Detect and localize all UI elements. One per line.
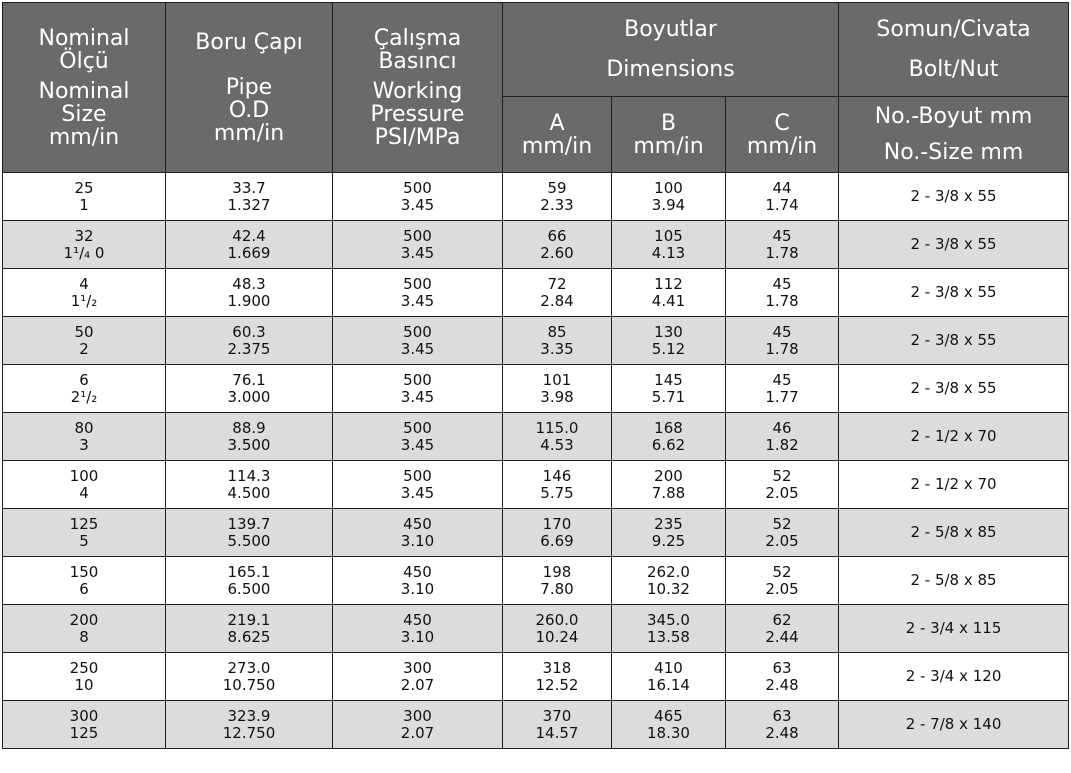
cell-dim-b-value: 130 [654,322,683,341]
table-row [3,365,1069,413]
cell-pipe-od-value: 165.1 [227,562,271,581]
table-row [3,605,1069,653]
header-pressure-en1: Working [372,78,463,104]
cell-dim-c [726,317,839,365]
cell-dim-c-value: 63 [772,706,792,725]
cell-dim-a-value: 3.98 [540,387,574,406]
table-row [3,461,1069,509]
cell-bolt-size: 2 - 3/8 x 55 [839,269,1069,317]
cell-dim-c-value: 52 [772,466,792,485]
cell-pressure [333,461,503,509]
cell-dim-a [503,701,612,749]
cell-dim-c [726,701,839,749]
cell-nominal-size-value: 2¹/₂ [70,387,98,406]
cell-pressure [333,317,503,365]
cell-bolt-size: 2 - 7/8 x 140 [839,701,1069,749]
cell-pressure-value: 450 [403,514,432,533]
cell-dim-b-value: 5.12 [651,339,686,358]
cell-nominal-size [3,701,166,749]
cell-nominal-size [3,317,166,365]
header-dim-a-unit: mm/in [521,133,593,159]
cell-dim-a [503,557,612,605]
cell-dim-c-value: 2.48 [765,675,799,694]
cell-nominal-size-value: 6 [79,579,89,598]
cell-dim-a-value: 72 [547,274,567,293]
cell-dim-b [612,701,726,749]
cell-pipe-od [166,605,333,653]
header-nominal-tr1: Nominal [38,25,130,51]
cell-nominal-size-value: 25 [74,178,94,197]
cell-bolt-size: 2 - 3/8 x 55 [839,365,1069,413]
cell-bolt-size: 2 - 3/4 x 120 [839,653,1069,701]
cell-dim-b-value: 6.62 [651,435,686,454]
cell-pipe-od-value: 3.500 [227,435,271,454]
cell-nominal-size [3,653,166,701]
cell-pressure-value: 300 [403,658,432,677]
cell-pipe-od-value: 114.3 [227,466,271,485]
header-pressure-en3: PSI/MPa [374,124,461,150]
cell-nominal-size-value: 100 [69,466,99,485]
cell-pressure-value: 3.45 [400,291,435,310]
cell-pressure [333,269,503,317]
cell-nominal-size [3,605,166,653]
header-dim-c-unit: mm/in [746,133,818,159]
cell-dim-c-value: 2.48 [765,723,799,742]
cell-pipe-od [166,317,333,365]
cell-dim-a-value: 318 [542,658,572,677]
cell-bolt-size: 2 - 5/8 x 85 [839,509,1069,557]
cell-pipe-od [166,557,333,605]
cell-dim-b-value: 200 [654,466,683,485]
cell-dim-b-value: 145 [654,370,683,389]
cell-dim-c-value: 45 [772,226,792,245]
cell-pressure-value: 3.45 [400,339,435,358]
header-pressure-tr1: Çalışma [373,25,462,51]
cell-pipe-od [166,365,333,413]
cell-dim-b [612,365,726,413]
cell-pipe-od-value: 12.750 [222,723,276,742]
cell-pipe-od-value: 88.9 [232,418,266,437]
cell-pipe-od [166,509,333,557]
cell-nominal-size-value: 5 [79,531,89,550]
cell-dim-a-value: 2.84 [540,291,574,310]
cell-dim-a-value: 2.33 [540,195,574,214]
cell-dim-b-value: 10.32 [647,579,690,598]
cell-dim-a [503,317,612,365]
cell-pressure [333,557,503,605]
header-dim-b-unit: mm/in [633,133,704,159]
table-body [3,173,1069,749]
cell-pipe-od-value: 1.900 [227,291,271,310]
cell-dim-c [726,269,839,317]
cell-nominal-size-value: 50 [74,322,94,341]
cell-dim-a-value: 146 [542,466,572,485]
cell-pipe-od-value: 60.3 [232,322,266,341]
header-pipe-en2: O.D [228,97,270,123]
cell-nominal-size [3,173,166,221]
cell-nominal-size-value: 1¹/₂ [70,291,98,310]
cell-nominal-size [3,461,166,509]
cell-nominal-size [3,557,166,605]
cell-nominal-size-value: 150 [69,562,99,581]
cell-dim-c-value: 1.78 [765,339,799,358]
cell-dim-b-value: 18.30 [647,723,690,742]
cell-dim-a-value: 12.52 [535,675,579,694]
header-dim-a-label: A [549,110,565,136]
table-row [3,509,1069,557]
cell-pipe-od-value: 10.750 [222,675,276,694]
cell-bolt-size: 2 - 3/8 x 55 [839,221,1069,269]
header-bolt-tr: Somun/Civata [876,16,1031,42]
cell-bolt-size: 2 - 3/8 x 55 [839,317,1069,365]
table-row [3,413,1069,461]
cell-dim-b [612,605,726,653]
cell-pipe-od [166,413,333,461]
cell-dim-a [503,173,612,221]
cell-dim-b-value: 105 [654,226,683,245]
cell-pressure-value: 2.07 [400,675,435,694]
cell-pressure-value: 500 [403,274,432,293]
cell-pressure-value: 3.45 [400,243,435,262]
table-row [3,653,1069,701]
cell-nominal-size-value: 8 [79,627,89,646]
header-dim-c [726,97,839,173]
cell-dim-c [726,461,839,509]
cell-pressure-value: 3.45 [400,195,435,214]
cell-dim-c-value: 45 [772,274,792,293]
cell-dim-c-value: 1.74 [765,195,799,214]
cell-pipe-od [166,701,333,749]
cell-pressure-value: 2.07 [400,723,435,742]
cell-pipe-od-value: 33.7 [232,178,266,197]
cell-dim-a-value: 6.69 [540,531,574,550]
header-nominal-en1: Nominal [38,78,130,104]
cell-pressure-value: 3.10 [400,579,435,598]
header-pressure-tr2: Basıncı [378,48,457,74]
cell-pressure-value: 500 [403,178,432,197]
cell-nominal-size-value: 4 [79,483,89,502]
table-row [3,701,1069,749]
cell-dim-a-value: 59 [547,178,567,197]
cell-nominal-size [3,509,166,557]
cell-pressure [333,701,503,749]
cell-dim-c [726,365,839,413]
cell-pipe-od [166,221,333,269]
header-dim-b [612,97,726,173]
cell-dim-b-value: 16.14 [647,675,690,694]
cell-pressure-value: 500 [403,418,432,437]
header-dim-b-label: B [660,110,677,136]
cell-dim-a [503,605,612,653]
header-dimensions-tr: Boyutlar [624,16,717,42]
cell-pressure-value: 500 [403,226,432,245]
cell-bolt-size: 2 - 3/4 x 115 [839,605,1069,653]
cell-dim-a [503,221,612,269]
cell-dim-b [612,653,726,701]
cell-pressure-value: 3.45 [400,483,435,502]
cell-dim-b-value: 112 [654,274,683,293]
cell-pressure [333,413,503,461]
header-dim-a [503,97,612,173]
cell-dim-a [503,461,612,509]
cell-dim-b-value: 235 [654,514,683,533]
cell-pipe-od-value: 1.669 [227,243,271,262]
cell-pipe-od-value: 1.327 [227,195,271,214]
cell-dim-a-value: 370 [542,706,572,725]
cell-dim-a [503,269,612,317]
cell-pipe-od-value: 4.500 [227,483,271,502]
table-row [3,173,1069,221]
cell-nominal-size-value: 200 [69,610,99,629]
cell-dim-a-value: 170 [542,514,572,533]
cell-dim-a-value: 5.75 [540,483,574,502]
cell-dim-b [612,509,726,557]
cell-dim-b-value: 465 [654,706,683,725]
cell-dim-c [726,413,839,461]
header-dimensions [503,3,839,97]
cell-dim-c-value: 2.44 [765,627,799,646]
cell-pipe-od-value: 76.1 [232,370,266,389]
cell-pipe-od-value: 139.7 [227,514,271,533]
cell-pipe-od-value: 8.625 [227,627,271,646]
cell-pressure-value: 500 [403,466,432,485]
cell-dim-b-value: 410 [654,658,683,677]
cell-dim-a [503,365,612,413]
cell-pipe-od-value: 323.9 [227,706,271,725]
table-header [3,3,1069,173]
cell-dim-b-value: 5.71 [651,387,686,406]
cell-dim-b [612,413,726,461]
cell-dim-a-value: 260.0 [535,610,579,629]
cell-bolt-size: 2 - 1/2 x 70 [839,413,1069,461]
cell-dim-b-value: 262.0 [647,562,690,581]
cell-nominal-size-value: 32 [74,226,94,245]
cell-pressure [333,605,503,653]
cell-dim-c-value: 2.05 [765,531,799,550]
cell-dim-c-value: 62 [772,610,792,629]
cell-pressure [333,173,503,221]
cell-pressure-value: 500 [403,322,432,341]
cell-bolt-size: 2 - 1/2 x 70 [839,461,1069,509]
cell-pipe-od-value: 273.0 [227,658,271,677]
cell-dim-b [612,173,726,221]
header-bolt-size [839,97,1069,173]
cell-dim-c [726,173,839,221]
cell-dim-a-value: 198 [542,562,572,581]
header-pipe-od [166,3,333,173]
cell-dim-c-value: 46 [772,418,792,437]
header-dim-c-label: C [774,110,790,136]
cell-nominal-size-value: 125 [69,723,99,742]
cell-dim-c-value: 45 [772,370,792,389]
cell-nominal-size-value: 300 [69,706,99,725]
cell-nominal-size-value: 10 [74,675,94,694]
cell-nominal-size [3,413,166,461]
cell-dim-c-value: 44 [772,178,792,197]
header-pipe-en3: mm/in [213,120,285,146]
header-nominal-size [3,3,166,173]
cell-dim-c-value: 1.78 [765,291,799,310]
cell-dim-c-value: 2.05 [765,483,799,502]
flange-spec-table [2,2,1069,749]
cell-pressure-value: 3.45 [400,435,435,454]
cell-pipe-od-value: 48.3 [232,274,266,293]
table-row [3,221,1069,269]
cell-dim-b-value: 3.94 [651,195,686,214]
header-bolt-nut [839,3,1069,97]
cell-dim-c-value: 52 [772,562,792,581]
header-pipe-en1: Pipe [225,74,273,100]
cell-dim-a-value: 7.80 [540,579,574,598]
cell-pipe-od-value: 42.4 [232,226,266,245]
cell-dim-a-value: 2.60 [540,243,574,262]
cell-dim-a-value: 101 [542,370,572,389]
cell-pressure [333,509,503,557]
cell-bolt-size: 2 - 3/8 x 55 [839,173,1069,221]
cell-dim-b [612,221,726,269]
cell-dim-a-value: 3.35 [540,339,574,358]
header-bolt-en: Bolt/Nut [908,56,999,82]
header-pressure-en2: Pressure [370,101,465,127]
cell-dim-b-value: 4.41 [651,291,686,310]
cell-pipe-od-value: 219.1 [227,610,271,629]
cell-dim-b [612,317,726,365]
cell-pressure-value: 450 [403,562,432,581]
cell-pressure-value: 450 [403,610,432,629]
cell-dim-b-value: 13.58 [647,627,690,646]
header-dimensions-en: Dimensions [606,56,735,82]
cell-dim-a-value: 4.53 [540,435,574,454]
header-nominal-en2: Size [61,101,107,127]
header-bolt-sub-tr: No.-Boyut mm [874,103,1033,129]
cell-dim-a-value: 14.57 [535,723,579,742]
cell-dim-c-value: 1.77 [765,387,799,406]
cell-nominal-size-value: 125 [69,514,99,533]
cell-dim-b-value: 168 [654,418,683,437]
cell-dim-c [726,605,839,653]
cell-dim-c-value: 63 [772,658,792,677]
cell-dim-a-value: 85 [547,322,567,341]
cell-pressure-value: 3.45 [400,387,435,406]
cell-pressure [333,221,503,269]
cell-dim-b [612,461,726,509]
cell-dim-a-value: 115.0 [535,418,579,437]
table-row [3,557,1069,605]
header-nominal-tr2: Ölçü [59,48,109,74]
header-nominal-en3: mm/in [48,124,120,150]
cell-pipe-od-value: 2.375 [227,339,271,358]
cell-nominal-size-value: 1¹/₄ 0 [63,243,105,262]
cell-pipe-od [166,269,333,317]
cell-nominal-size-value: 6 [79,370,89,389]
cell-pipe-od [166,173,333,221]
table-row [3,317,1069,365]
cell-pipe-od [166,461,333,509]
table-row [3,269,1069,317]
cell-pipe-od [166,653,333,701]
cell-dim-b-value: 345.0 [647,610,690,629]
cell-pipe-od-value: 3.000 [227,387,271,406]
cell-pressure-value: 500 [403,370,432,389]
cell-nominal-size-value: 80 [74,418,94,437]
cell-nominal-size-value: 1 [79,195,89,214]
cell-dim-c [726,653,839,701]
cell-dim-c [726,509,839,557]
cell-dim-c-value: 1.78 [765,243,799,262]
cell-nominal-size-value: 2 [79,339,89,358]
cell-dim-c [726,557,839,605]
cell-dim-a-value: 66 [547,226,567,245]
cell-pressure-value: 3.10 [400,531,435,550]
cell-dim-c-value: 1.82 [765,435,799,454]
cell-dim-c-value: 2.05 [765,579,799,598]
cell-dim-b-value: 100 [654,178,683,197]
cell-pipe-od-value: 5.500 [227,531,271,550]
cell-nominal-size [3,269,166,317]
cell-dim-c [726,221,839,269]
cell-dim-a [503,653,612,701]
header-pipe-tr: Boru Çapı [195,29,303,55]
cell-dim-a [503,509,612,557]
cell-dim-b-value: 9.25 [651,531,686,550]
cell-pipe-od-value: 6.500 [227,579,271,598]
cell-dim-a [503,413,612,461]
cell-pressure-value: 300 [403,706,432,725]
cell-dim-b [612,557,726,605]
cell-dim-b-value: 7.88 [651,483,686,502]
cell-bolt-size: 2 - 5/8 x 85 [839,557,1069,605]
cell-pressure-value: 3.10 [400,627,435,646]
cell-nominal-size [3,365,166,413]
cell-pressure [333,365,503,413]
cell-dim-a-value: 10.24 [535,627,579,646]
cell-nominal-size-value: 3 [79,435,89,454]
cell-dim-c-value: 45 [772,322,792,341]
cell-nominal-size-value: 4 [79,274,89,293]
header-working-pressure [333,3,503,173]
cell-pressure [333,653,503,701]
cell-nominal-size [3,221,166,269]
cell-dim-b-value: 4.13 [651,243,686,262]
header-bolt-sub-en: No.-Size mm [883,139,1024,165]
cell-dim-c-value: 52 [772,514,792,533]
cell-dim-b [612,269,726,317]
cell-nominal-size-value: 250 [69,658,99,677]
